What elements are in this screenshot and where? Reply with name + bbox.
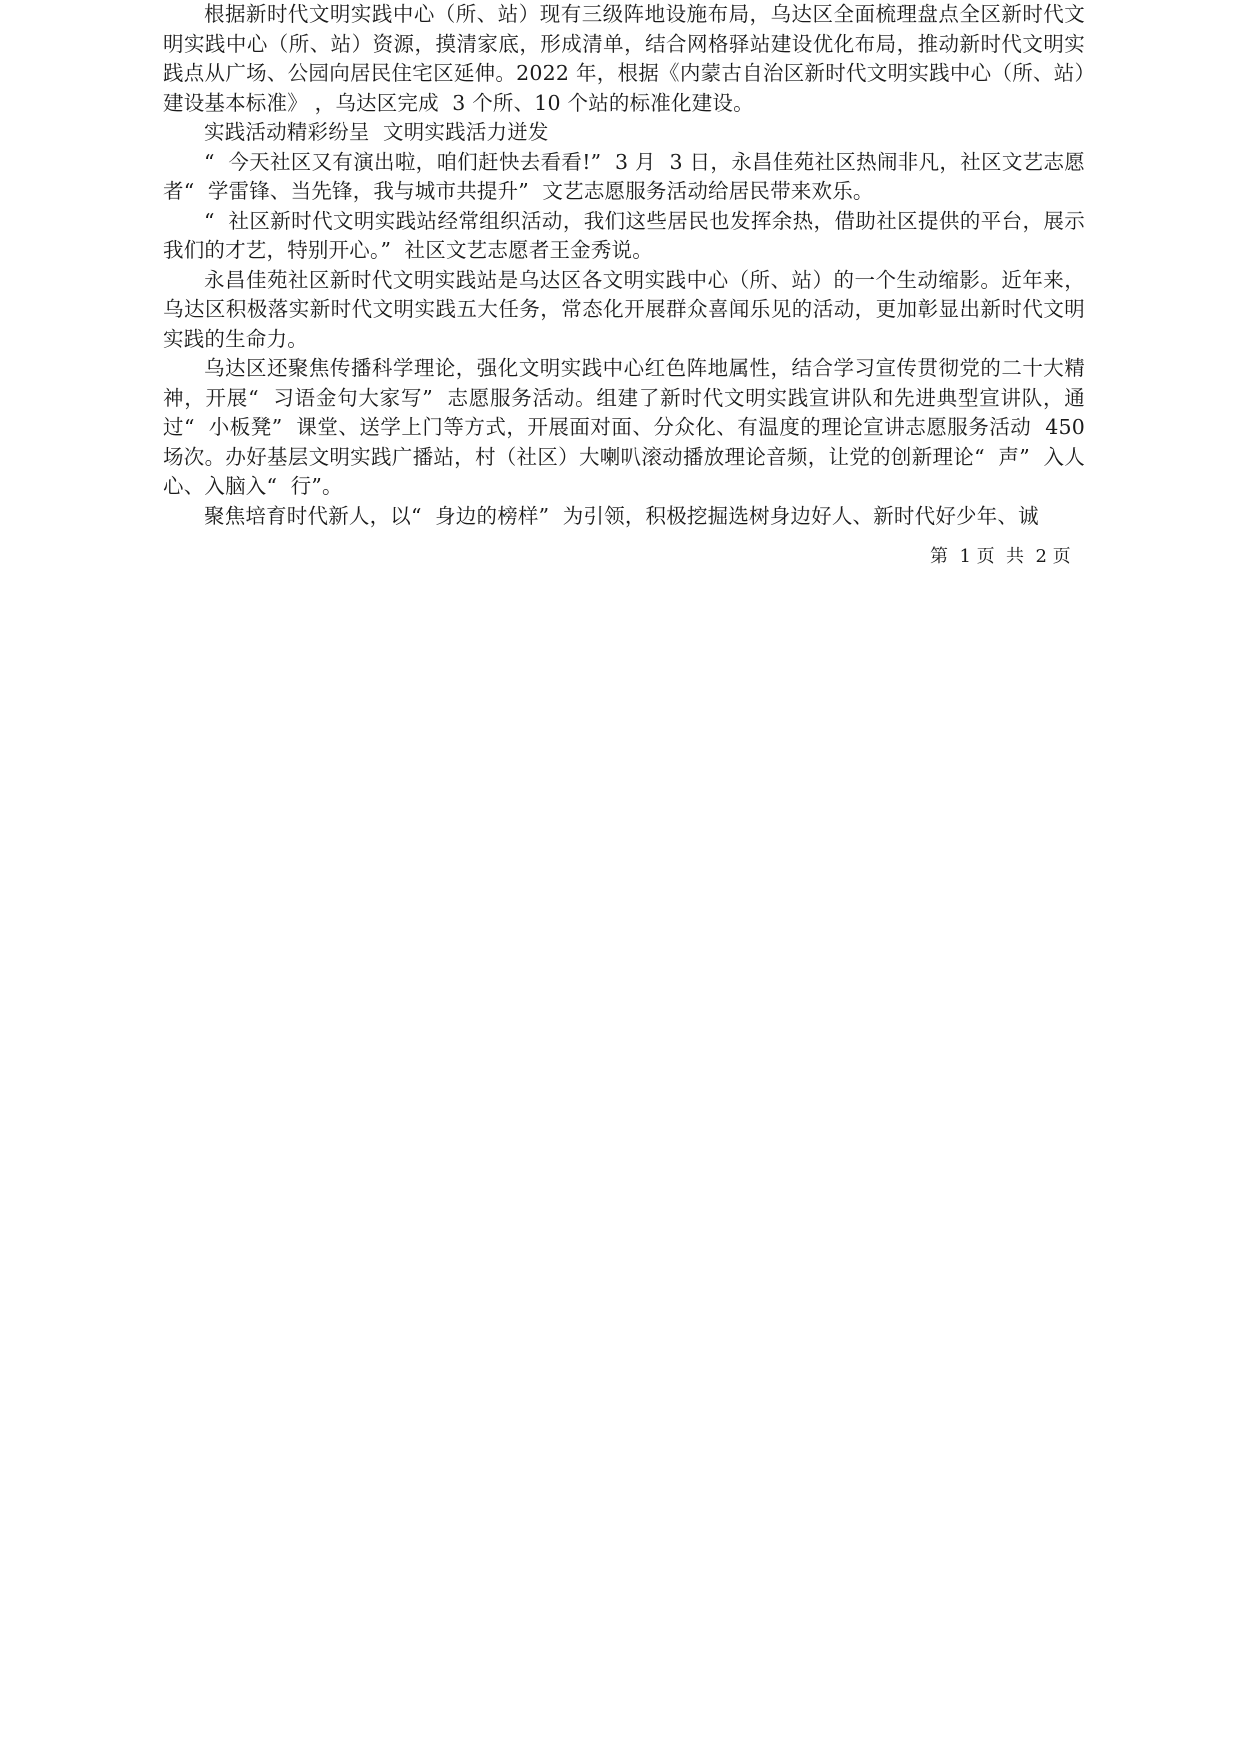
page-number: 第 1 页 共 2 页: [930, 546, 1071, 567]
section-heading: 实践活动精彩纷呈 文明实践活力迸发: [204, 120, 549, 144]
paragraph-station-example: 永昌佳苑社区新时代文明实践站是乌达区各文明实践中心（所、站）的一个生动缩影。近年来，乌达区积极落实新时代文明实践五大任务，常态化开展群众喜闻乐见的活动，更加彰显出新时代文明实践的生命力。: [163, 267, 1085, 351]
document-body: [163, 0, 1092, 531]
paragraph-community-performance: “ 今天社区又有演出啦，咱们赶快去看看!” 3 月 3 日，永昌佳苑社区热闹非凡，社区文艺志愿者“ 学雷锋、当先锋，我与城市共提升” 文艺志愿服务活动给居民带来欢乐。: [163, 149, 1085, 203]
paragraph-station-layout: 根据新时代文明实践中心（所、站）现有三级阵地设施布局，乌达区全面梳理盘点全区新时代文明实践中心（所、站）资源，摸清家底，形成清单，结合网格驿站建设优化布局，推动新时代文明实践点从广场、公园向居民住宅区延伸。2022 年，根据《内蒙古自治区新时代文明实践中心（所、站）建设基本标准》 ，乌达区完成 3 个所、10 个站的标准化建设。: [163, 2, 1085, 115]
paragraph-volunteer-quote: “ 社区新时代文明实践站经常组织活动，我们这些居民也发挥余热，借助社区提供的平台，展示我们的才艺，特别开心。” 社区文艺志愿者王金秀说。: [163, 208, 1085, 262]
paragraph-theory-outreach: 乌达区还聚焦传播科学理论，强化文明实践中心红色阵地属性，结合学习宣传贯彻党的二十大精神，开展“ 习语金句大家写” 志愿服务活动。组建了新时代文明实践宣讲队和先进典型宣讲队，通过“ 小板凳” 课堂、送学上门等方式，开展面对面、分众化、有温度的理论宣讲志愿服务活动 450 场次。办好基层文明实践广播站，村（社区）大喇叭滚动播放理论音频，让党的创新理论“ 声” 入人心、入脑入“ 行”。: [163, 356, 1092, 498]
paragraph-role-models: 聚焦培育时代新人，以“ 身边的榜样” 为引领，积极挖掘选树身边好人、新时代好少年、诚: [204, 503, 1039, 528]
